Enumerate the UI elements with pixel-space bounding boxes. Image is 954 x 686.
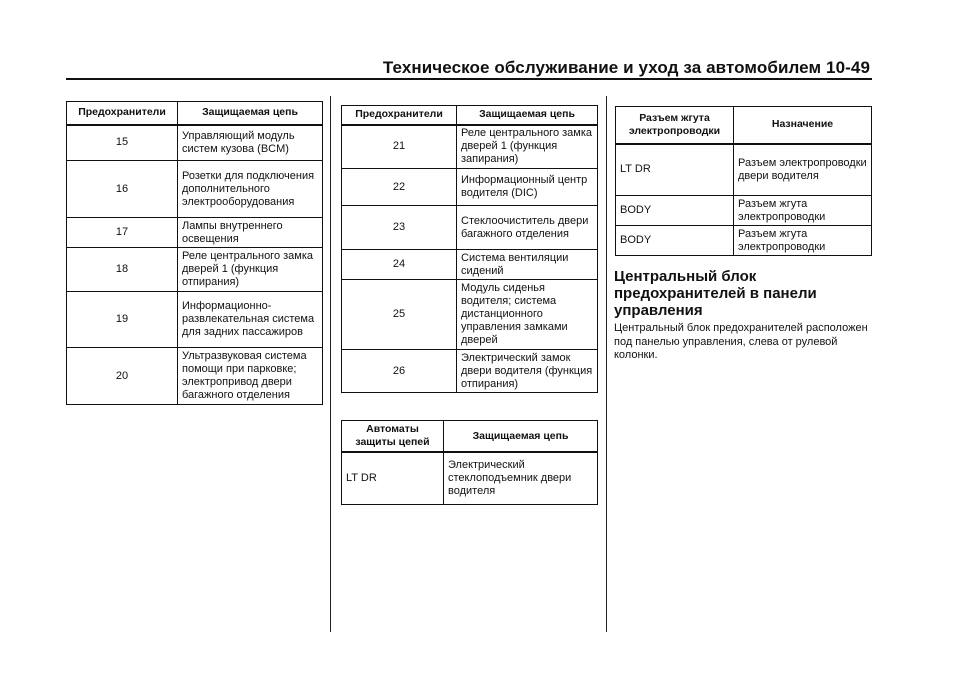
header-rule: [66, 78, 872, 80]
page-title: Техническое обслуживание и уход за автомобилем 10-49: [382, 58, 870, 77]
column-divider-right: [606, 96, 607, 632]
section-body-text: Центральный блок предохранителей расположен под панелью управления, слева от рулевой колонки.: [614, 322, 868, 361]
table-row: [67, 125, 323, 161]
table-row: [616, 144, 872, 196]
table-row: [342, 452, 598, 504]
fuse-number: 17: [67, 218, 178, 248]
fuse-number: 21: [342, 125, 457, 169]
circuit-description: Ультразвуковая система помощи при парковке; электропривод двери багажного отделения: [178, 348, 323, 405]
column-header-circuit: Защищаемая цепь: [178, 102, 323, 125]
connector-purpose: Разъем жгута электропроводки: [734, 196, 872, 226]
table-row: [342, 169, 598, 206]
harness-connector-table: [615, 106, 872, 256]
column-header-fuses: Предохранители: [67, 102, 178, 125]
table-row: [342, 250, 598, 280]
table-row: [616, 196, 872, 226]
circuit-description: Реле центрального замка дверей 1 (функция отпирания): [178, 248, 323, 292]
circuit-description: Розетки для подключения дополнительного электрооборудования: [178, 161, 323, 218]
table-row: [342, 350, 598, 393]
column-header-circuit: Защищаемая цепь: [444, 421, 598, 453]
circuit-description: Реле центрального замка дверей 1 (функция запирания): [457, 125, 598, 169]
column-header-circuit: Защищаемая цепь: [457, 106, 598, 125]
table-row: [67, 292, 323, 348]
column-divider-left: [330, 96, 331, 632]
column-header-breakers: Автоматы защиты цепей: [342, 421, 444, 453]
fuse-number: 22: [342, 169, 457, 206]
fuse-number: 26: [342, 350, 457, 393]
fuse-table-2: [341, 105, 598, 393]
table-row: [67, 218, 323, 248]
circuit-description: Электрический замок двери водителя (функция отпирания): [457, 350, 598, 393]
connector-id: BODY: [616, 226, 734, 256]
table-row: [342, 206, 598, 250]
fuse-number: 23: [342, 206, 457, 250]
table-row: [616, 226, 872, 256]
circuit-description: Информационно-развлекательная система для задних пассажиров: [178, 292, 323, 348]
table-row: [342, 280, 598, 350]
table-row: [67, 248, 323, 292]
column-header-connector: Разъем жгута электропроводки: [616, 107, 734, 144]
table-row: [342, 125, 598, 169]
fuse-number: 20: [67, 348, 178, 405]
fuse-table-1: [66, 101, 323, 405]
breaker-id: LT DR: [342, 452, 444, 504]
table-row: [67, 161, 323, 218]
fuse-number: 24: [342, 250, 457, 280]
circuit-description: Информационный центр водителя (DIC): [457, 169, 598, 206]
table-row: [67, 348, 323, 405]
fuse-number: 16: [67, 161, 178, 218]
circuit-description: Модуль сиденья водителя; система дистанционного управления замками дверей: [457, 280, 598, 350]
connector-purpose: Разъем жгута электропроводки: [734, 226, 872, 256]
circuit-description: Лампы внутреннего освещения: [178, 218, 323, 248]
section-heading: Центральный блок предохранителей в панели управления: [614, 268, 817, 319]
circuit-description: Управляющий модуль систем кузова (BCM): [178, 125, 323, 161]
fuse-number: 19: [67, 292, 178, 348]
connector-purpose: Разъем электропроводки двери водителя: [734, 144, 872, 196]
fuse-number: 15: [67, 125, 178, 161]
fuse-number: 18: [67, 248, 178, 292]
circuit-description: Электрический стеклоподъемник двери водителя: [444, 452, 598, 504]
circuit-description: Система вентиляции сидений: [457, 250, 598, 280]
column-header-purpose: Назначение: [734, 107, 872, 144]
circuit-description: Стеклоочиститель двери багажного отделения: [457, 206, 598, 250]
connector-id: BODY: [616, 196, 734, 226]
column-header-fuses: Предохранители: [342, 106, 457, 125]
fuse-number: 25: [342, 280, 457, 350]
connector-id: LT DR: [616, 144, 734, 196]
circuit-breaker-table: [341, 420, 598, 505]
